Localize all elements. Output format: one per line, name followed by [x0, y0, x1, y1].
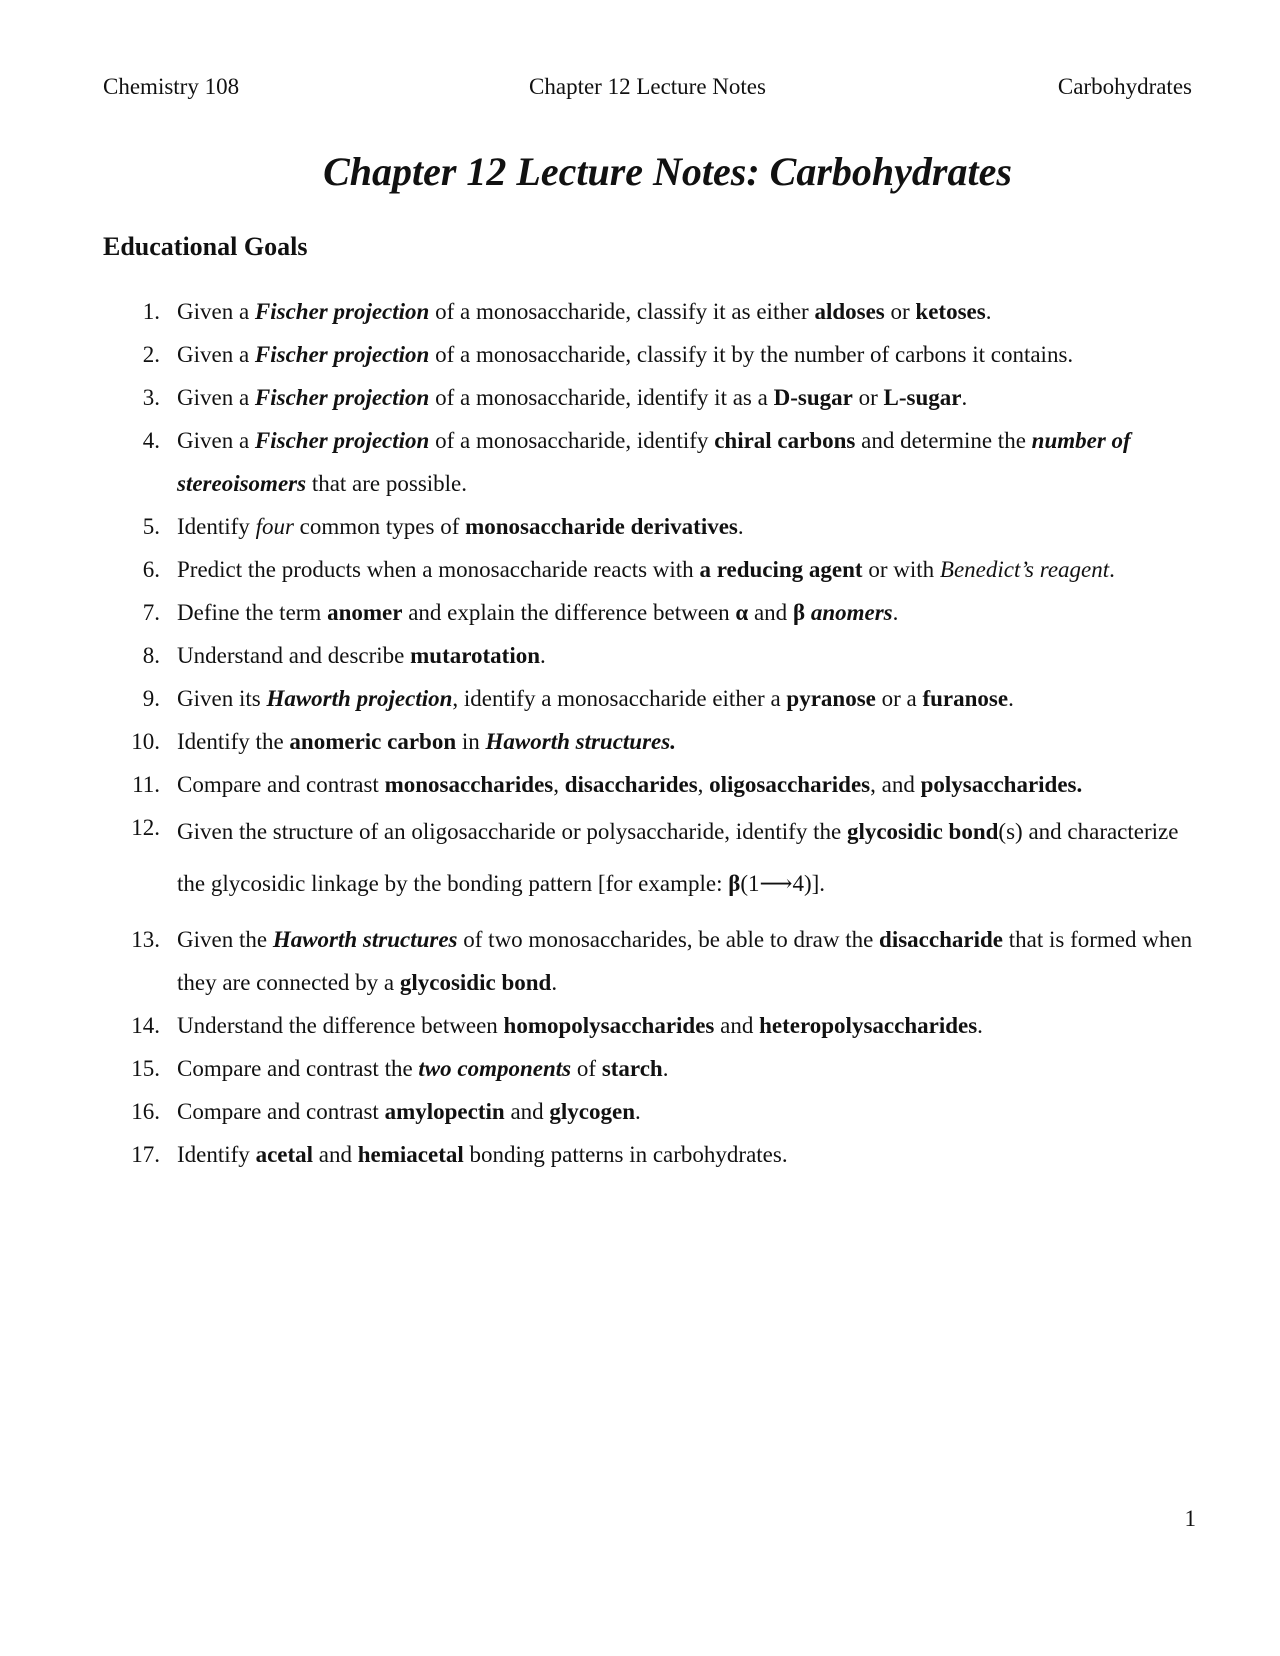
goal-text-segment: glycogen — [549, 1099, 636, 1124]
goal-text-segment: furanose — [922, 686, 1009, 711]
goal-item — [130, 376, 1210, 419]
goal-text-segment: . — [551, 970, 558, 995]
goal-text-segment: pyranose — [786, 686, 876, 711]
goal-text-segment: Define the term — [177, 600, 328, 625]
goal-text-segment: . — [985, 299, 992, 324]
goal-text-segment: oligosaccharides — [709, 772, 871, 797]
goal-number: 11. — [132, 772, 160, 797]
goal-text-segment: of a monosaccharide, classify it by the number of carbons it contains. — [429, 342, 1074, 367]
goal-number: 1. — [142, 299, 160, 324]
goal-text-segment: in — [456, 729, 486, 754]
goal-text-segment: Haworth structures — [272, 927, 458, 952]
goal-text-segment: Benedict’s reagent — [939, 557, 1110, 582]
goal-text-segment: , identify a monosaccharide either a — [452, 686, 787, 711]
goal-text — [177, 643, 546, 668]
goal-item — [130, 720, 1210, 763]
header-chapter: Chapter 12 Lecture Notes — [529, 74, 766, 99]
goal-text-segment: Compare and contrast — [177, 772, 385, 797]
goal-text-segment: Given the structure of an oligosaccharide or polysaccharide, identify the — [177, 819, 847, 844]
goal-text — [177, 1099, 641, 1124]
goal-text-segment: anomer — [327, 600, 403, 625]
goal-number: 3. — [142, 385, 160, 410]
goal-text-segment: of a monosaccharide, identify — [429, 428, 715, 453]
goal-text-segment: bonding patterns in carbohydrates. — [463, 1142, 788, 1167]
goal-text-segment: and — [313, 1142, 358, 1167]
goal-text-segment: Identify — [177, 514, 256, 539]
page-number: 1 — [1184, 1506, 1196, 1531]
goal-text — [177, 1056, 668, 1081]
educational-goals-list — [130, 290, 1210, 1176]
goal-text-segment: Predict the products when a monosaccharide reacts with — [177, 557, 700, 582]
goal-text-segment: and explain the difference between — [402, 600, 736, 625]
goal-item — [130, 1047, 1210, 1090]
goal-text-segment: glycosidic bond — [846, 819, 999, 844]
goal-text-segment: Fischer projection — [254, 342, 430, 367]
goal-text-segment: L-sugar — [883, 385, 962, 410]
goal-number: 15. — [131, 1056, 160, 1081]
goal-text-segment: common types of — [293, 514, 466, 539]
goal-item — [130, 591, 1210, 634]
goal-text-segment: disaccharides — [564, 772, 698, 797]
goal-text-segment: anomeric carbon — [289, 729, 457, 754]
goal-text — [177, 772, 1082, 797]
goal-text-segment: . — [961, 385, 968, 410]
goal-text-segment: Given its — [177, 686, 267, 711]
goal-text-segment: Identify — [177, 1142, 256, 1167]
goal-text-segment: Given a — [177, 299, 255, 324]
goal-text-segment: of a monosaccharide, classify it as either — [429, 299, 815, 324]
goal-number: 10. — [131, 729, 160, 754]
goal-text-segment: Haworth structures. — [485, 729, 676, 754]
goal-text-segment: two components — [418, 1056, 572, 1081]
goal-text — [177, 428, 1131, 496]
goal-text-segment: chiral carbons — [714, 428, 856, 453]
goal-text-segment: (1⟶4)]. — [740, 871, 826, 896]
goal-text — [177, 1142, 788, 1167]
goal-number: 12. — [131, 815, 160, 840]
goal-text-segment: monosaccharide derivatives — [465, 514, 738, 539]
goal-text-segment: starch — [601, 1056, 663, 1081]
goal-text-segment: and — [504, 1099, 550, 1124]
goal-number: 13. — [131, 927, 160, 952]
goal-text-segment: Fischer projection — [254, 299, 430, 324]
goal-item — [130, 634, 1210, 677]
goal-number: 9. — [142, 686, 160, 711]
goal-item — [130, 290, 1210, 333]
goal-text-segment: mutarotation — [410, 643, 541, 668]
goal-number: 2. — [142, 342, 160, 367]
goal-item — [130, 419, 1210, 505]
goal-text-segment: polysaccharides. — [920, 772, 1083, 797]
goal-item — [130, 806, 1210, 910]
goal-text-segment: number of stereoisomers — [177, 428, 1131, 496]
goal-text-segment: Understand and describe — [177, 643, 411, 668]
goal-text-segment: disaccharide — [879, 927, 1003, 952]
goal-number: 16. — [131, 1099, 160, 1124]
document-title: Chapter 12 Lecture Notes: Carbohydrates — [323, 149, 1012, 194]
goal-text-segment: aldoses — [814, 299, 885, 324]
goal-text-segment: Given the — [177, 927, 273, 952]
goal-text — [177, 342, 1073, 367]
goal-item — [130, 1133, 1210, 1176]
goal-text-segment: . — [540, 643, 546, 668]
goal-text-segment: or a — [875, 686, 923, 711]
goal-text-segment: amylopectin — [384, 1099, 505, 1124]
goal-item — [130, 1004, 1210, 1047]
goal-text — [177, 514, 744, 539]
goal-text-segment: Fischer projection — [254, 428, 430, 453]
section-heading: Educational Goals — [103, 232, 308, 261]
goal-text-segment: anomers — [810, 600, 893, 625]
header-course: Chemistry 108 — [103, 74, 240, 99]
goal-text — [177, 729, 676, 754]
goal-text-segment: homopolysaccharides — [503, 1013, 715, 1038]
goal-text-segment: and — [748, 600, 793, 625]
goal-item — [130, 333, 1210, 376]
goal-text-segment: Identify the — [177, 729, 290, 754]
goal-text — [177, 299, 991, 324]
goal-number: 8. — [142, 643, 160, 668]
goal-text-segment: that is formed when they are connected by a — [177, 927, 1193, 995]
goal-text — [177, 385, 967, 410]
goal-text-segment: D-sugar — [773, 385, 853, 410]
goal-text-segment: , — [697, 772, 710, 797]
goal-text-segment: . — [977, 1013, 983, 1038]
goal-number: 5. — [142, 514, 160, 539]
goal-text — [177, 686, 1014, 711]
goal-text-segment: . — [662, 1056, 669, 1081]
goal-text-segment: acetal — [255, 1142, 314, 1167]
goal-number: 6. — [142, 557, 160, 582]
goal-text-segment: (s) and characterize the glycosidic linkage by the bonding pattern [for example: — [177, 819, 1179, 896]
goal-text-segment: β — [792, 600, 806, 625]
goal-text-segment: . — [1008, 686, 1014, 711]
goal-text-segment: β — [728, 871, 741, 896]
goal-text-segment: of two monosaccharides, be able to draw the — [457, 927, 880, 952]
goal-text-segment: Compare and contrast — [177, 1099, 385, 1124]
goal-text-segment: or with — [862, 557, 940, 582]
goal-item — [130, 548, 1210, 591]
header-topic: Carbohydrates — [1057, 74, 1192, 99]
goal-text — [177, 600, 898, 625]
goal-text-segment: Haworth projection — [266, 686, 453, 711]
goal-text-segment: , and — [870, 772, 921, 797]
goal-text-segment: , — [553, 772, 565, 797]
goal-text-segment: four — [255, 514, 294, 539]
goal-text-segment: α — [735, 600, 749, 625]
goal-text-segment: and — [714, 1013, 760, 1038]
page-header — [103, 74, 1192, 106]
goal-text-segment: or — [884, 299, 916, 324]
goal-text-segment: . — [1109, 557, 1115, 582]
goal-item — [130, 763, 1210, 806]
goal-text-segment: of — [571, 1056, 602, 1081]
goal-text-segment: hemiacetal — [357, 1142, 464, 1167]
goal-text — [177, 927, 1192, 995]
goal-text — [177, 557, 1115, 582]
goal-text — [177, 819, 1178, 896]
goal-text-segment: Given a — [177, 428, 255, 453]
goal-text-segment: ketoses — [915, 299, 986, 324]
goal-item — [130, 918, 1210, 1004]
goal-item — [130, 1090, 1210, 1133]
goal-text-segment: Understand the difference between — [177, 1013, 504, 1038]
goal-number: 7. — [142, 600, 160, 625]
goal-text-segment: . — [635, 1099, 641, 1124]
goal-text-segment: . — [737, 514, 744, 539]
goal-text-segment: monosaccharides — [384, 772, 554, 797]
goal-item — [130, 677, 1210, 720]
goal-text-segment: Fischer projection — [254, 385, 430, 410]
goal-text-segment: glycosidic bond — [399, 970, 552, 995]
goal-text-segment: of a monosaccharide, identify it as a — [429, 385, 774, 410]
goal-number: 4. — [142, 428, 160, 453]
goal-number: 17. — [131, 1142, 160, 1167]
goal-text-segment: Given a — [177, 385, 255, 410]
goal-text-segment: . — [892, 600, 899, 625]
goal-text-segment: a reducing agent — [699, 557, 863, 582]
goal-text — [177, 1013, 983, 1038]
goal-text-segment: and determine the — [855, 428, 1032, 453]
goal-text-segment: Compare and contrast the — [177, 1056, 419, 1081]
goal-item — [130, 505, 1210, 548]
goal-number: 14. — [131, 1013, 160, 1038]
goal-text-segment: heteropolysaccharides — [759, 1013, 978, 1038]
goal-text-segment: Given a — [177, 342, 255, 367]
goal-text-segment: or — [852, 385, 884, 410]
goal-text-segment: that are possible. — [306, 471, 468, 496]
